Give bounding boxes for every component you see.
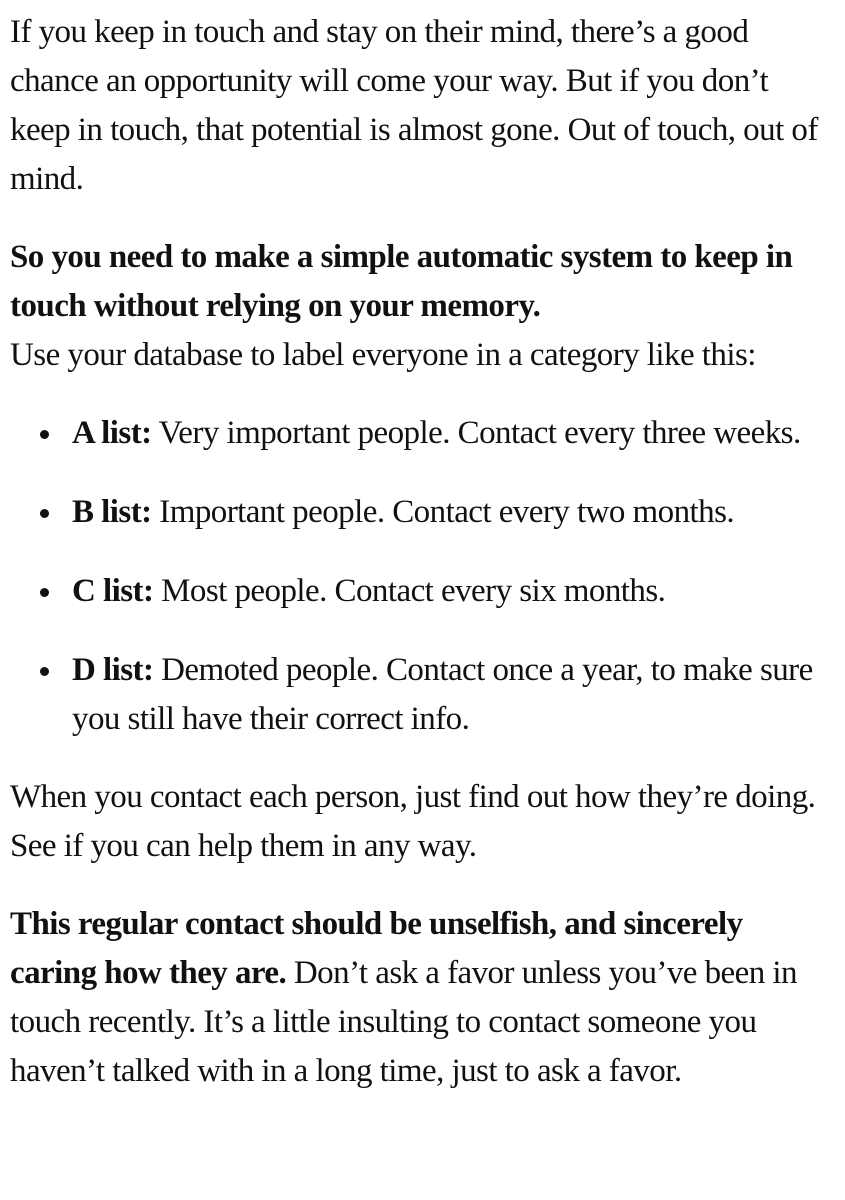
bullet-icon [40,430,49,439]
list-item-label: C list: [72,573,154,609]
list-item-a [10,409,835,458]
list-item-text: Very important people. Contact every three weeks. [151,415,801,451]
list-item-text: Most people. Contact every six months. [153,573,666,609]
paragraph-unselfish-contact-text: Don’t ask a favor unless you’ve been in touch recently. It’s a little insulting to contact someone you haven’t talked with in a long time, just to ask a favor. [10,955,797,1089]
paragraph-contact-each-person: When you contact each person, just find out how they’re doing. See if you can help them in any way. [10,779,816,864]
list-item-text: Important people. Contact every two months. [151,494,735,530]
paragraph-unselfish-contact-bold: This regular contact should be unselfish, and sincerely caring how they are. [10,906,743,991]
bullet-icon [40,667,49,676]
paragraph-keep-in-touch: If you keep in touch and stay on their mind, there’s a good chance an opportunity will come your way. But if you don’t keep in touch, that potential is almost gone. Out of touch, out of mind. [10,14,818,197]
list-item-d [10,646,835,744]
paragraph-automatic-system-bold: So you need to make a simple automatic system to keep in touch without relying on your memory. [10,239,793,324]
list-item-text: Demoted people. Contact once a year, to make sure you still have their correct info. [72,652,813,737]
list-item-label: D list: [72,652,154,688]
list-item-label: A list: [72,415,152,451]
list-item-b [10,488,835,537]
contact-category-list [10,409,835,744]
list-item-c [10,567,835,616]
bullet-icon [40,588,49,597]
paragraph-automatic-system-text: Use your database to label everyone in a category like this: [10,337,756,373]
paragraph-unselfish-contact [10,900,835,1096]
list-item-label: B list: [72,494,152,530]
paragraph-automatic-system [10,233,835,380]
bullet-icon [40,509,49,518]
